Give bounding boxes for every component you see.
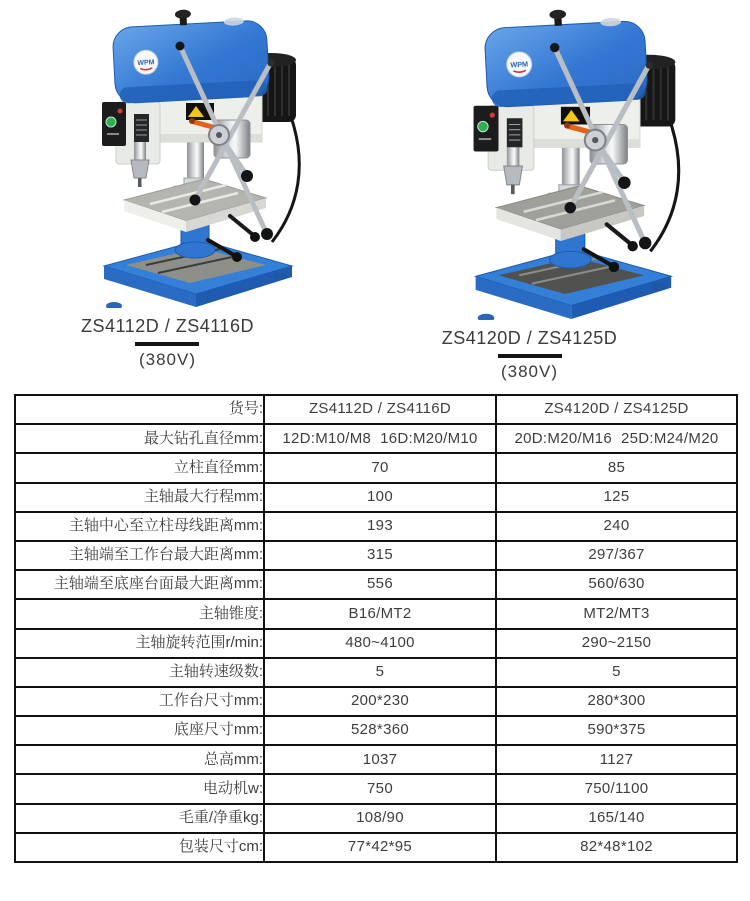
spec-label: 主轴锥度: (15, 599, 264, 628)
product-figure-right (375, 0, 750, 392)
table-row (15, 483, 737, 512)
spec-label: 货号: (15, 395, 264, 424)
spec-value: 125 (496, 483, 737, 512)
spec-value: 85 (496, 453, 737, 482)
caption-divider (135, 342, 199, 346)
product-figure-left (0, 0, 375, 392)
spec-value: MT2/MT3 (496, 599, 737, 628)
spec-value: 82*48*102 (496, 833, 737, 862)
table-row (15, 570, 737, 599)
table-row (15, 541, 737, 570)
drill-press-image-large (431, 8, 695, 320)
table-row (15, 424, 737, 453)
spec-value: 528*360 (264, 716, 496, 745)
caption-divider (498, 354, 562, 358)
table-row (15, 774, 737, 803)
spec-label: 底座尺寸mm: (15, 716, 264, 745)
table-row (15, 599, 737, 628)
spec-label: 主轴端至工作台最大距离mm: (15, 541, 264, 570)
spec-value: 297/367 (496, 541, 737, 570)
spec-value: ZS4112D / ZS4116D (264, 395, 496, 424)
spec-label: 主轴转速级数: (15, 658, 264, 687)
spec-value: 108/90 (264, 804, 496, 833)
product-showcase (0, 0, 750, 392)
product-voltage-label: (380V) (138, 350, 196, 369)
spec-value: 750 (264, 774, 496, 803)
spec-value: 100 (264, 483, 496, 512)
spec-table-section (14, 394, 750, 863)
spec-value: 556 (264, 570, 496, 599)
spec-label: 主轴中心至立柱母线距离mm: (15, 512, 264, 541)
spec-label: 包装尺寸cm: (15, 833, 264, 862)
spec-label: 毛重/净重kg: (15, 804, 264, 833)
product-caption-right (442, 328, 618, 382)
product-model-label: ZS4112D / ZS4116D (81, 316, 254, 336)
table-row (15, 745, 737, 774)
spec-value: 560/630 (496, 570, 737, 599)
spec-label: 最大钻孔直径mm: (15, 424, 264, 453)
spec-value: 20D:M20/M16 25D:M24/M20 (496, 424, 737, 453)
table-row (15, 395, 737, 424)
spec-value: 1127 (496, 745, 737, 774)
spec-value: 77*42*95 (264, 833, 496, 862)
table-row (15, 716, 737, 745)
spec-value: 70 (264, 453, 496, 482)
table-row (15, 453, 737, 482)
spec-value: 5 (264, 658, 496, 687)
spec-value: 315 (264, 541, 496, 570)
spec-value: 200*230 (264, 687, 496, 716)
spec-value: ZS4120D / ZS4125D (496, 395, 737, 424)
table-row (15, 687, 737, 716)
spec-label: 工作台尺寸mm: (15, 687, 264, 716)
spec-value: 165/140 (496, 804, 737, 833)
spec-value: 590*375 (496, 716, 737, 745)
spec-value: 12D:M10/M8 16D:M20/M10 (264, 424, 496, 453)
spec-value: 290~2150 (496, 629, 737, 658)
spec-label: 立柱直径mm: (15, 453, 264, 482)
table-row (15, 804, 737, 833)
spec-value: 750/1100 (496, 774, 737, 803)
table-row (15, 658, 737, 687)
spec-label: 电动机w: (15, 774, 264, 803)
spec-value: 280*300 (496, 687, 737, 716)
spec-value: 5 (496, 658, 737, 687)
spec-value: 193 (264, 512, 496, 541)
spec-label: 总高mm: (15, 745, 264, 774)
spec-value: 480~4100 (264, 629, 496, 658)
drill-press-image-small (63, 8, 313, 308)
spec-table (14, 394, 738, 863)
spec-label: 主轴旋转范围r/min: (15, 629, 264, 658)
spec-label: 主轴端至底座台面最大距离mm: (15, 570, 264, 599)
product-model-label: ZS4120D / ZS4125D (441, 328, 618, 348)
spec-value: B16/MT2 (264, 599, 496, 628)
spec-value: 240 (496, 512, 737, 541)
table-row (15, 629, 737, 658)
spec-value: 1037 (264, 745, 496, 774)
spec-label: 主轴最大行程mm: (15, 483, 264, 512)
table-row (15, 512, 737, 541)
table-row (15, 833, 737, 862)
product-voltage-label: (380V) (500, 362, 559, 381)
product-caption-left (81, 316, 254, 370)
